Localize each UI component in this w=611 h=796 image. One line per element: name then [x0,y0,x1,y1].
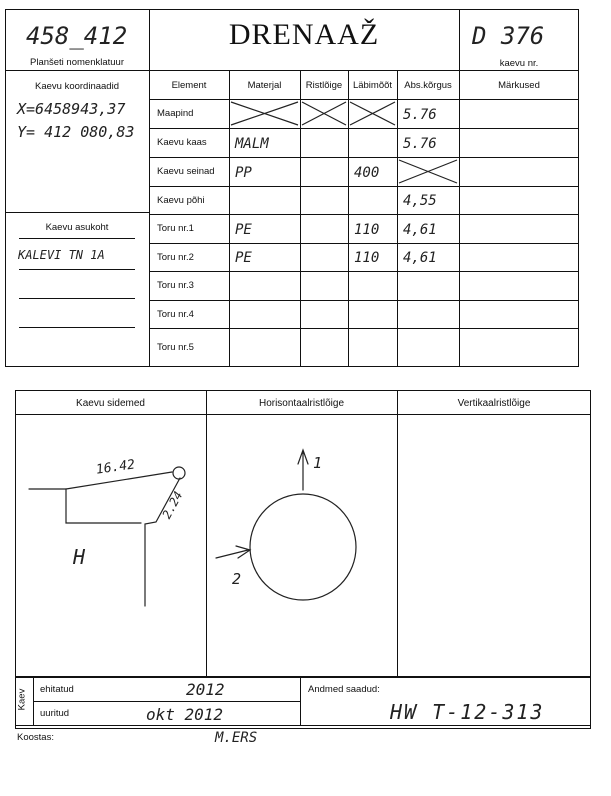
nomenclature-value: 458_412 [26,22,128,50]
pipe-1-label: 1 [313,454,323,472]
table-row-label: Kaevu põhi [157,194,205,206]
pipe-2-arrow [216,546,250,558]
table-cell: PE [235,221,252,238]
table-cell: 4,55 [403,193,437,209]
building-outline [66,489,141,523]
source-label: Andmed saadud: [308,684,380,695]
table-cell: 110 [354,221,380,238]
table-cell: 110 [354,250,380,266]
table-row-label: Toru nr.4 [157,308,194,320]
pipe-1-arrow [298,450,308,490]
table-cell: MALM [235,135,269,152]
distance-label-1: 16.42 [95,457,136,478]
table-row-label: Toru nr.2 [157,251,194,263]
surveyed-label: uuritud [40,708,70,719]
table-header: Läbimõõt [352,79,393,91]
coords-label: Kaevu koordinaadid [35,81,119,92]
well-symbol [173,467,185,479]
author-value: M.ERS [215,730,258,746]
side-label: Kaev [16,688,28,711]
coord-y: Y= 412 080,83 [17,123,135,141]
well-number-label: kaevu nr. [499,58,539,69]
table-row-label: Toru nr.3 [157,280,194,291]
table-cell: PE [235,250,252,266]
footer-line-1 [33,701,300,702]
distance-label-2: 2.24 [159,488,186,522]
table-cell: 5.76 [403,135,437,152]
source-value: HW T-12-313 [390,700,545,724]
building-letter: H [73,545,86,569]
coord-x: X=6458943,37 [17,100,126,118]
page-title: DRENAAŽ [228,18,380,51]
table-header: Abs.kõrgus [404,79,452,91]
location-value: KALEVI TN 1A [18,248,105,262]
col-header-vertical: Vertikaalristlõige [457,398,531,409]
table-row-label: Toru nr.1 [157,223,194,234]
footer-divider-mid [300,677,301,725]
table-cell: 400 [354,164,380,181]
well-number-value: D 376 [472,22,545,50]
table-row-label: Maapind [157,108,194,119]
table-row-label: Toru nr.5 [157,342,194,353]
surveyed-value: okt 2012 [146,705,224,724]
built-label: ehitatud [40,684,74,695]
author-label: Koostas: [17,732,54,743]
table-header: Ristlõige [305,79,343,91]
table-header: Materjal [247,79,282,91]
table-cell: 4,61 [403,221,437,238]
table-row-label: Kaevu seinad [157,166,215,177]
nomenclature-label: Planšeti nomenklatuur [30,57,124,68]
table-cell: PP [235,164,252,181]
table-header: Märkused [498,79,540,91]
well-circle [250,494,356,600]
table-cell: 4,61 [403,250,437,266]
table-header: Element [171,79,207,91]
built-value: 2012 [186,680,225,699]
col-header-horizontal: Horisontaalristlõige [258,398,345,409]
location-label: Kaevu asukoht [45,222,109,233]
footer-line-2 [15,725,591,726]
table-cell: 5.76 [403,106,437,123]
pipe-2-label: 2 [232,570,242,588]
col-header-connections: Kaevu sidemed [76,398,145,409]
table-row-label: Kaevu kaas [157,137,207,148]
